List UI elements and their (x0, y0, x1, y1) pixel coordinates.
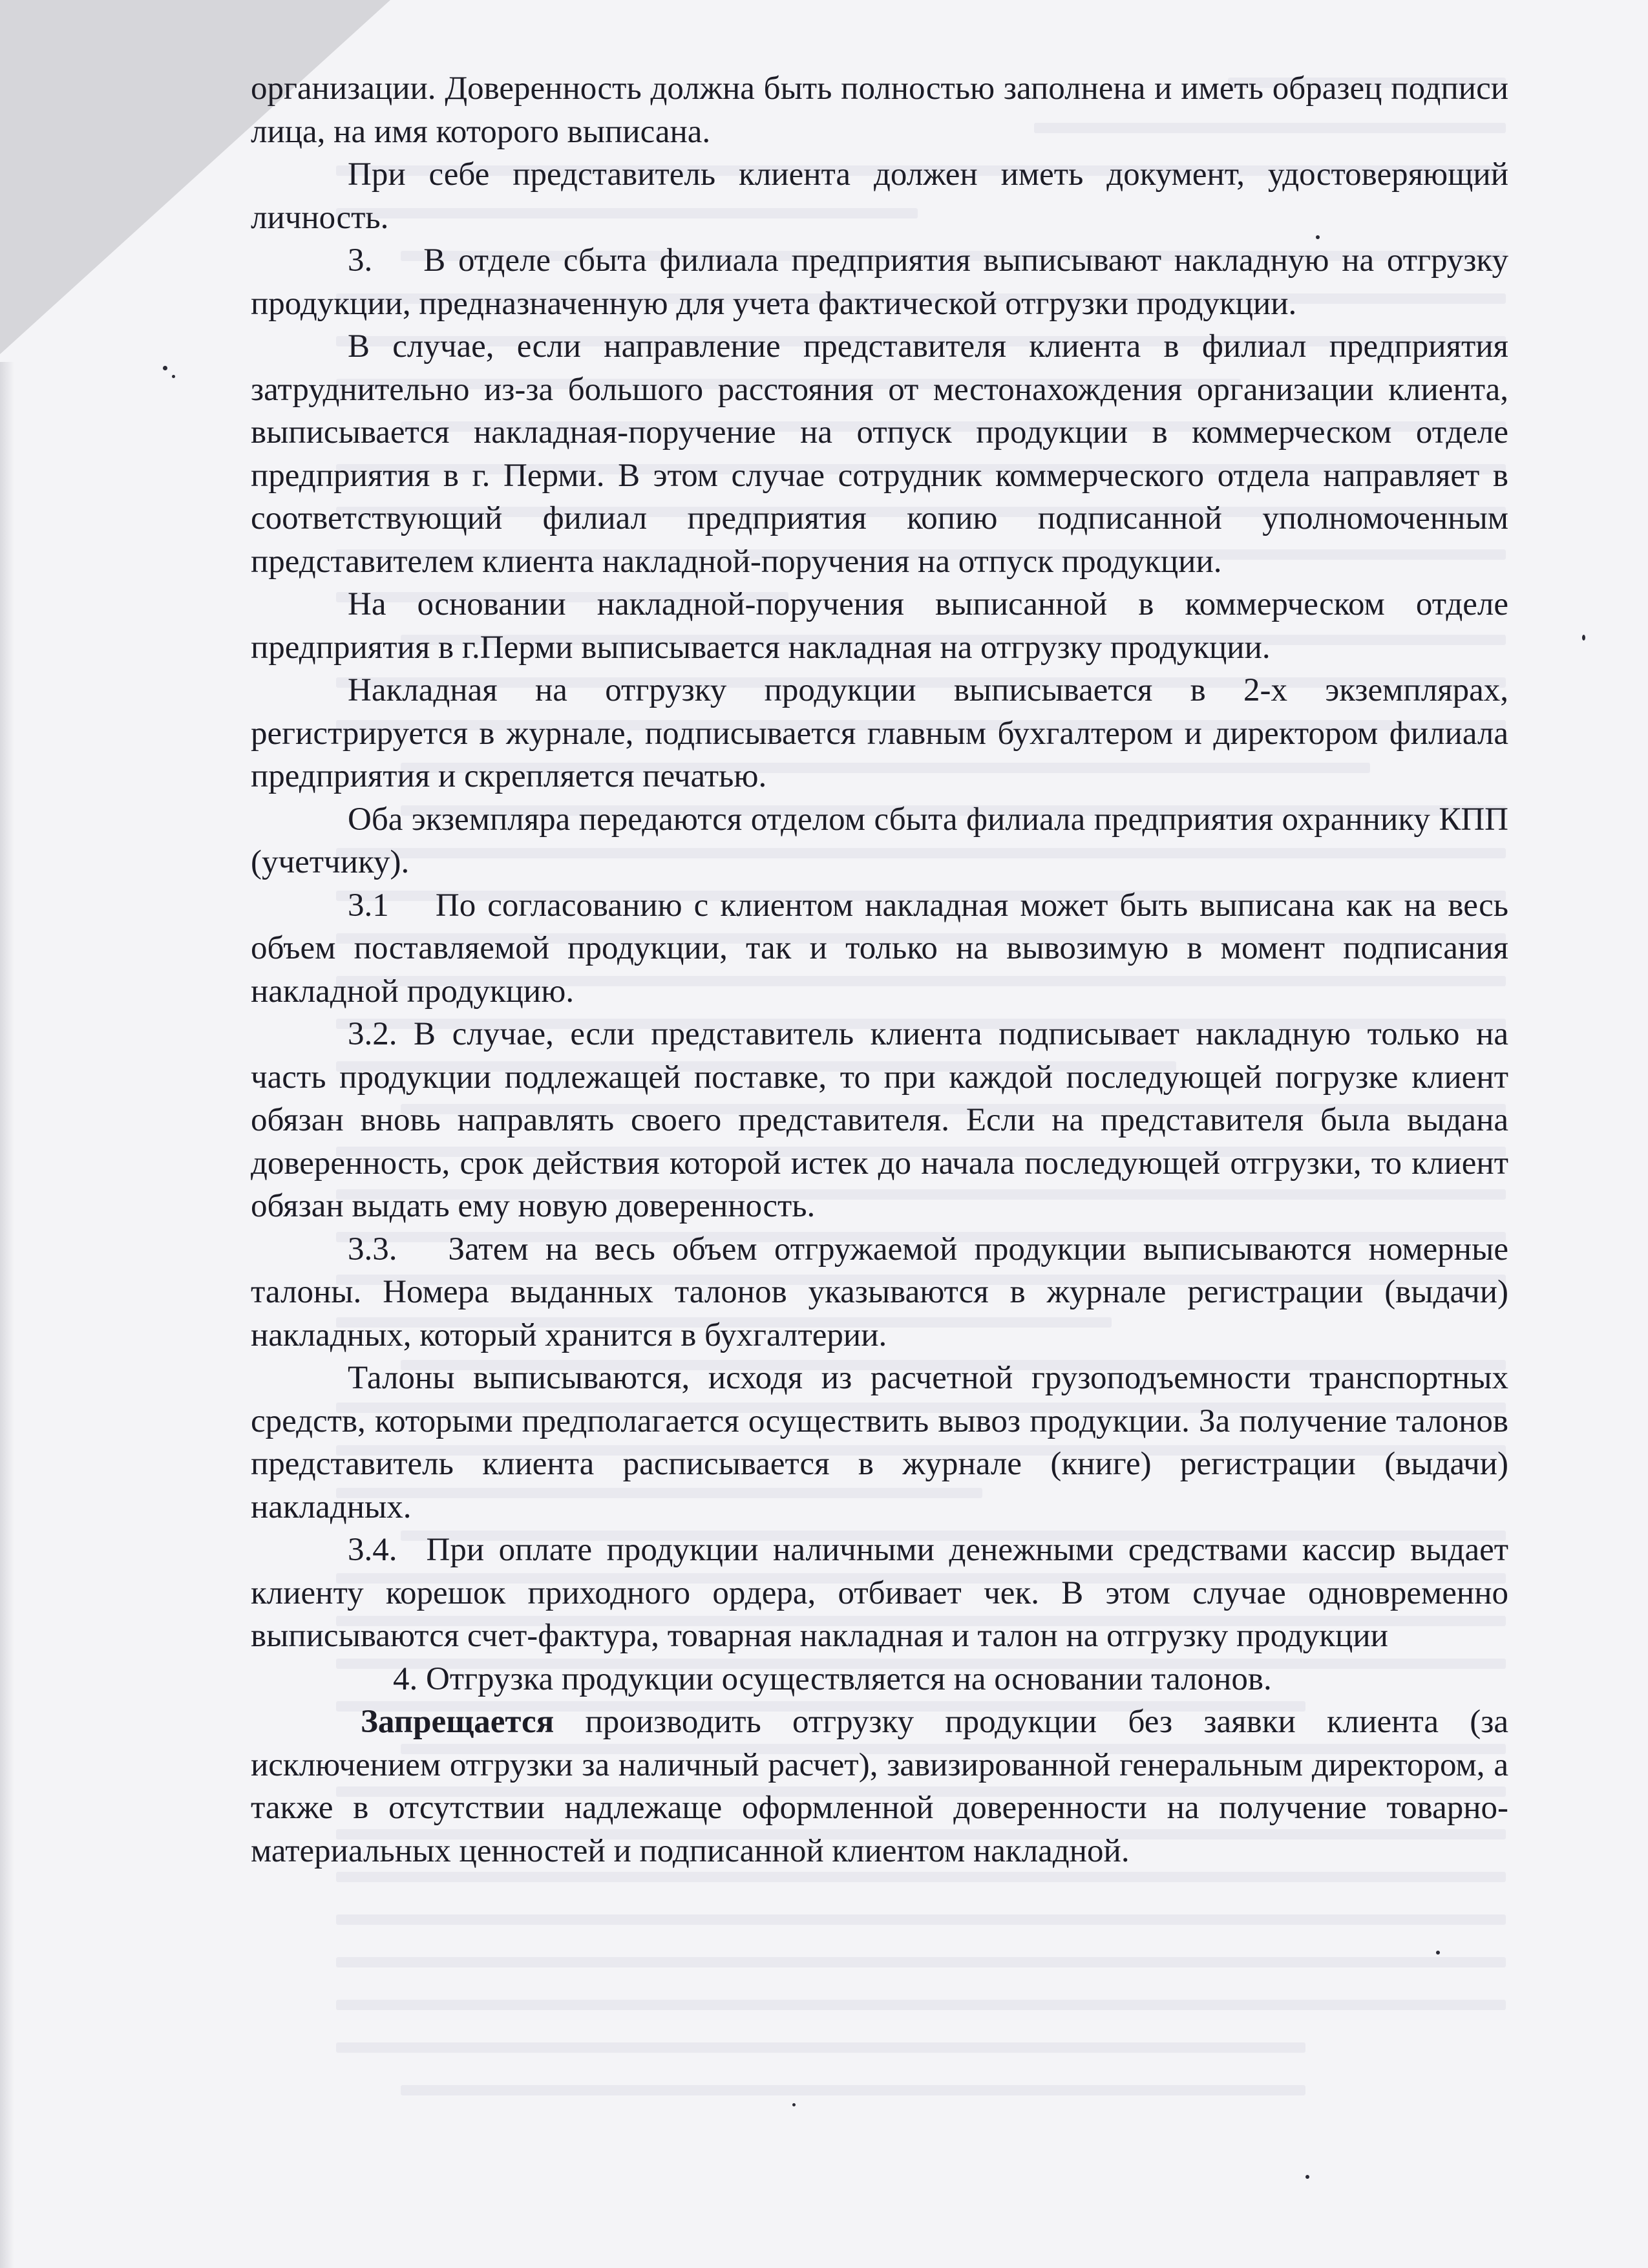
paragraph-section-4: 4. Отгрузка продукции осуществляется на основании талонов. (393, 1660, 1272, 1697)
paragraph-remote-client: В случае, если направление представителя клиента в филиал предприятия затруднительно из-за большого расстояния от местонахождения организации клиента, выписывается накладная-поручение на отпуск продукции в коммерческом отделе предприятия в г. Перми. В этом случае сотрудник коммерческого отдела направляет в соответствующий филиал предприятия копию подписанной уполномоченным представителем клиента накладной-поручения на отпуск продукции. (251, 328, 1508, 580)
paragraph-section-3: 3. В отделе сбыта филиала предприятия выписывают накладную на отгрузку продукции, предназначенную для учета фактической отгрузки продукции. (251, 242, 1508, 322)
paragraph-power-of-attorney-end: организации. Доверенность должна быть полностью заполнена и иметь образец подписи лица, на имя которого выписана. (251, 70, 1508, 150)
paragraph-section-3-2: 3.2. В случае, если представитель клиента подписывает накладную только на часть продукции подлежащей поставке, то при каждой последующей погрузке клиент обязан вновь направлять своего представителя. Если на представителя была выдана доверенность, срок действия которой истек до начала последующей отгрузки, то клиент обязан выдать ему новую доверенность. (251, 1016, 1508, 1224)
prohibition-text: производить отгрузку продукции без заявки клиента (за исключением отгрузки за наличный расчет), завизированной генеральным директором, а также в отсутствии надлежаще оформленной доверенности на получение товарно-материальных ценностей и подписанной клиентом накладной. (251, 1704, 1508, 1869)
scan-speck (1305, 2175, 1309, 2179)
scan-speck (172, 375, 175, 378)
scan-speck (1436, 1951, 1440, 1955)
paragraph-commercial-dept: На основании накладной-поручения выписанной в коммерческом отделе предприятия в г.Перми выписывается накладная на отгрузку продукции. (251, 586, 1508, 666)
paragraph-section-3-3: 3.3. Затем на весь объем отгружаемой продукции выписываются номерные талоны. Номера выданных талонов указываются в журнале регистрации (выдачи) накладных, который хранится в бухгалтерии. (251, 1231, 1508, 1353)
scan-speck (792, 2103, 796, 2106)
paragraph-section-3-1: 3.1 По согласованию с клиентом накладная может быть выписана как на весь объем поставляемой продукции, так и только на вывозимую в момент подписания накладной продукцию. (251, 887, 1508, 1010)
scan-speck (1582, 635, 1585, 641)
document-body (251, 67, 1508, 1872)
paragraph-section-3-4: 3.4. При оплате продукции наличными денежными средствами кассир выдает клиенту корешок приходного ордера, отбивает чек. В этом случае одновременно выписываются счет-фактура, товарная накладная и талон на отгрузку продукции (251, 1532, 1508, 1654)
prohibition-lead-word: Запрещается (361, 1704, 555, 1740)
paper-edge-shadow (0, 362, 14, 2268)
paragraph-coupons: Талоны выписываются, исходя из расчетной грузоподъемности транспортных средств, которыми предполагается осуществить вывоз продукции. За получение талонов представитель клиента расписывается в журнале (книге) регистрации (выдачи) накладных. (251, 1360, 1508, 1525)
paragraph-guard-handover: Оба экземпляра передаются отделом сбыта филиала предприятия охраннику КПП (учетчику). (251, 801, 1508, 880)
paragraph-two-copies: Накладная на отгрузку продукции выписывается в 2-х экземплярах, регистрируется в журнале, подписывается главным бухгалтером и директором филиала предприятия и скрепляется печатью. (251, 672, 1508, 794)
paragraph-identity-document: При себе представитель клиента должен иметь документ, удостоверяющий личность. (251, 156, 1508, 236)
scan-speck (163, 366, 167, 370)
paragraph-prohibition (251, 1701, 1508, 1872)
